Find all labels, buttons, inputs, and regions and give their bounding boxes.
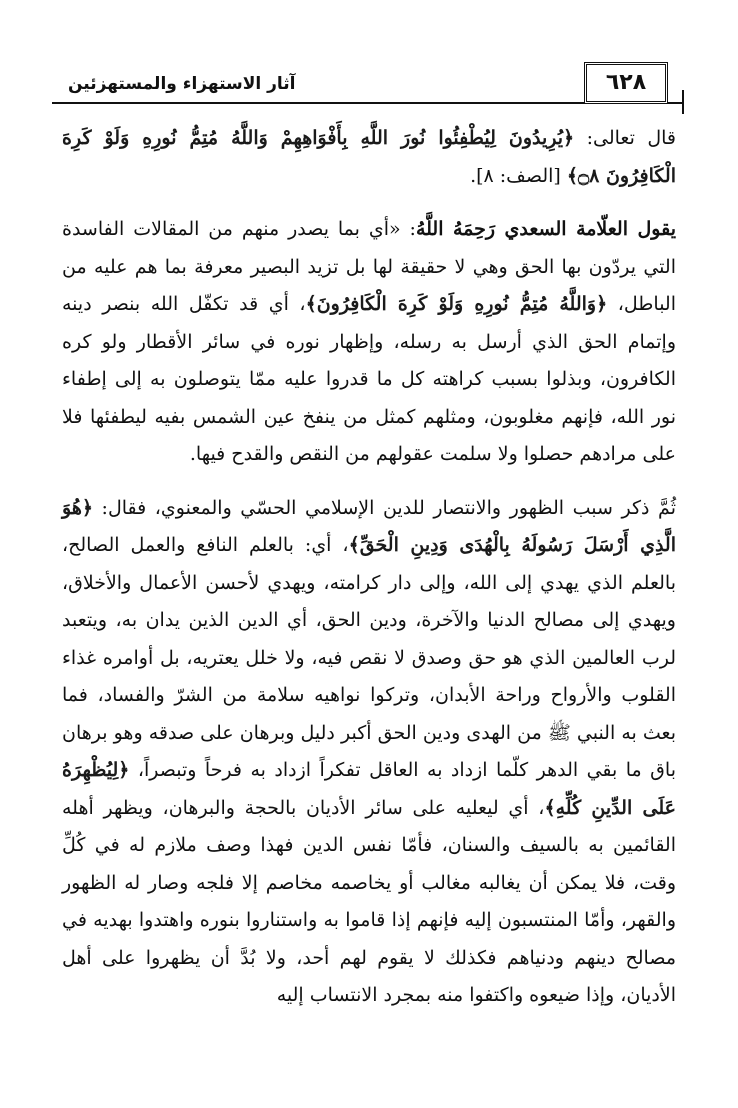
- quote-text: : «أي بما يصدر منهم من المقالات الفاسدة التي يردّون بها الحق وهي لا حقيقة لها بل تزيد البصير معرفة بما هم عليه من الباطل،: [62, 218, 676, 315]
- running-header: [52, 62, 684, 118]
- page-body: [62, 120, 676, 1015]
- header-corner-mark: [672, 90, 684, 114]
- quran-verse: ﴿هُوَ الَّذِي أَرْسَلَ رَسُولَهُ بِالْهُدَى وَدِينِ الْحَقِّ﴾: [62, 496, 676, 556]
- paragraph-saadi-quote: [62, 211, 676, 474]
- paragraph-religion-victory: [62, 490, 676, 1015]
- running-title: آثار الاستهزاء والمستهزئين: [64, 74, 300, 94]
- page-number: ٦٢٨: [584, 62, 668, 104]
- quran-verse: ﴿يُرِيدُونَ لِيُطْفِئُوا نُورَ اللَّهِ بِأَفْوَاهِهِمْ وَاللَّهُ مُتِمُّ نُورِهِ وَلَوْ كَرِهَ الْكَافِرُونَ ۝٨﴾: [62, 127, 676, 187]
- intro-text: قال تعالى:: [574, 127, 676, 149]
- paragraph-text: ، أي: بالعلم النافع والعمل الصالح، بالعلم الذي يهدي إلى الله، وإلى دار كرامته، ويهدي لأحسن الأعمال والأخلاق، ويهدي إلى مصالح الدنيا والآخرة، ودين الحق، أي الدين الذين يدان به، ويتعبد لرب العالمين الذي هو حق وصدق لا نقص فيه، ولا خلل يعتريه، بل أوامره غذاء القلوب والأرواح وراحة الأبدان، وتركوا نواهيه سلامة من الشرّ والفساد، فما بعث به النبي ﷺ من الهدى ودين الحق أكبر دليل وبرهان على صدقه وهو برهان باق ما بقي الدهر كلّما ازداد به العاقل تفكراً ازداد به فرحاً وتبصراً،: [62, 534, 676, 781]
- quote-text: ، أي قد تكفّل الله بنصر دينه وإتمام الحق الذي أرسل به رسله، وإظهار نوره في سائر الأقطار ولو كره الكافرون، وبذلوا بسبب كراهته كل ما قدروا عليه ممّا يتوصلون به إلى إطفاء نور الله، فإنهم مغلوبون، ومثلهم كمثل من ينفخ عين الشمس بفيه ليطفئها فلا على مرادهم حصلوا ولا سلمت عقولهم من النقص والقدح فيها.: [62, 293, 676, 465]
- paragraph-text: ، أي ليعليه على سائر الأديان بالحجة والبرهان، ويظهر أهله القائمين به بالسيف والسنان، فأمّا نفس الدين فهذا وصف ملازم له في كُلِّ وقت، فلا يمكن أن يغالبه مغالب أو يخاصمه مخاصم إلا فلجه وصار له الظهور والقهر، وأمّا المنتسبون إليه فإنهم إذا قاموا به واستناروا بنوره واهتدوا بهديه في مصالح دينهم ودنياهم فكذلك لا يقوم لهم أحد، ولا بُدَّ أن يظهروا على أهل الأديان، وإذا ضيعوه واكتفوا منه بمجرد الانتساب إليه: [62, 796, 676, 1006]
- paragraph-text: ثُمَّ ذكر سبب الظهور والانتصار للدين الإسلامي الحسّي والمعنوي، فقال:: [92, 496, 676, 519]
- quran-verse: ﴿لِيُظْهِرَهُ عَلَى الدِّينِ كُلِّهِ﴾: [62, 759, 677, 819]
- speaker-name: يقول العلّامة السعدي رَحِمَهُ اللَّهُ: [415, 218, 677, 240]
- quran-verse: ﴿وَاللَّهُ مُتِمُّ نُورِهِ وَلَوْ كَرِهَ الْكَافِرُونَ﴾: [305, 293, 608, 315]
- verse-reference: [الصف: ٨].: [470, 164, 567, 187]
- paragraph-verse-intro: [62, 120, 676, 195]
